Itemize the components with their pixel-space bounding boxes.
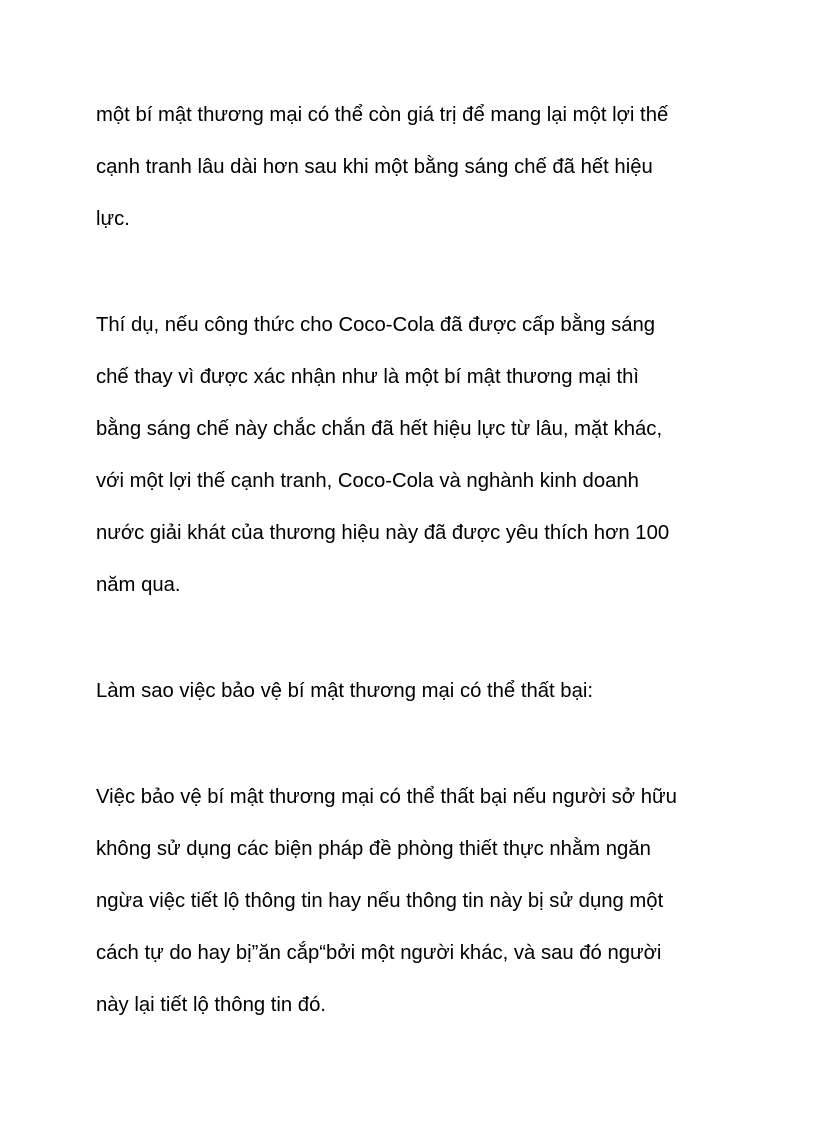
text-line: năm qua. — [96, 574, 181, 596]
text-line: với một lợi thế cạnh tranh, Coco-Cola và nghành kinh doanh — [96, 470, 639, 492]
section-heading: Làm sao việc bảo vệ bí mật thương mại có thể thất bại: — [96, 680, 593, 702]
text-line: này lại tiết lộ thông tin đó. — [96, 994, 327, 1016]
text-line: một bí mật thương mại có thể còn giá trị để mang lại một lợi thế — [96, 104, 669, 126]
text-line: ngừa việc tiết lộ thông tin hay nếu thông tin này bị sử dụng một — [96, 890, 664, 912]
text-line: chế thay vì được xác nhận như là một bí mật thương mại thì — [96, 366, 640, 388]
text-line: cách tự do hay bị”ăn cắp“bởi một người khác, và sau đó người — [96, 942, 662, 964]
text-line: cạnh tranh lâu dài hơn sau khi một bằng sáng chế đã hết hiệu — [96, 156, 653, 178]
text-line: bằng sáng chế này chắc chắn đã hết hiệu lực từ lâu, mặt khác, — [96, 418, 663, 440]
text-line: lực. — [96, 208, 130, 230]
text-line: Việc bảo vệ bí mật thương mại có thể thất bại nếu người sở hữu — [96, 786, 677, 808]
text-line: Thí dụ, nếu công thức cho Coco-Cola đã được cấp bằng sáng — [96, 314, 656, 336]
text-line: nước giải khát của thương hiệu này đã được yêu thích hơn 100 — [96, 522, 670, 544]
text-line: không sử dụng các biện pháp đề phòng thiết thực nhằm ngăn — [96, 838, 651, 860]
